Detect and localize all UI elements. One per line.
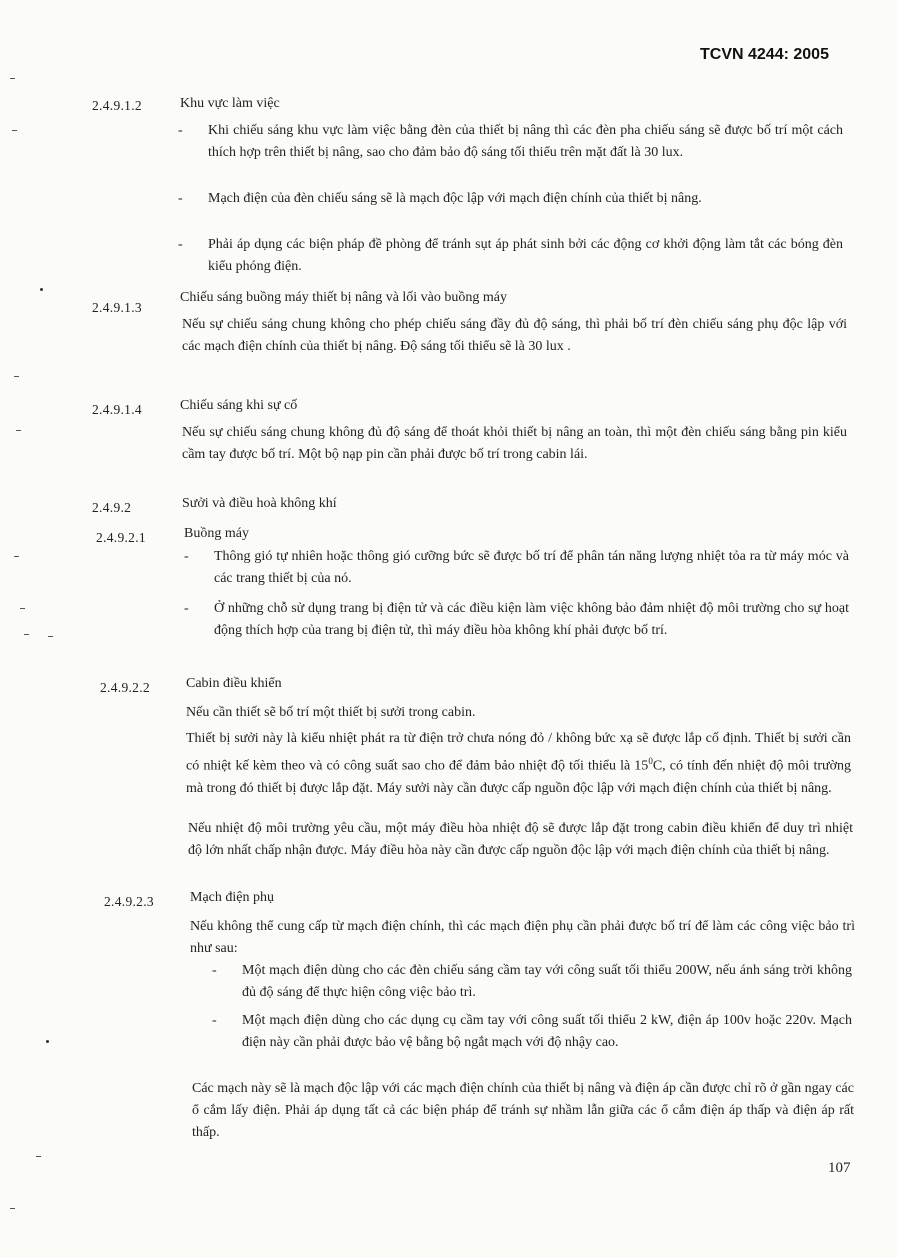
bullet-dash: -: [212, 963, 217, 978]
bullet-item: [178, 120, 843, 164]
scan-mark: [10, 78, 15, 79]
bullet-dash: -: [178, 123, 183, 138]
scan-mark: [24, 634, 29, 635]
scan-mark: [10, 1208, 15, 1209]
paragraph-text: Thiết bị sưởi này là kiểu nhiệt phát ra từ điện trở chưa nóng đỏ / không bức xạ sẽ được lắp cố định. Thiết bị sưởi cần có nhiệt kế kèm theo và có công suất sao cho để đảm bảo nhiệt độ tối thiểu là 15: [186, 731, 851, 774]
bullet-text: Khi chiếu sáng khu vực làm việc bằng đèn của thiết bị nâng thì các đèn pha chiếu sáng sẽ được bố trí một cách thích hợp trên thiết bị nâng, sao cho đảm bảo độ sáng tối thiểu trên mặt đất là 30 lux.: [208, 123, 843, 160]
paragraph: Nếu sự chiếu sáng chung không cho phép chiếu sáng đầy đủ độ sáng, thì phải bố trí đèn chiếu sáng phụ độc lập với các mạch điện chính của thiết bị nâng. Độ sáng tối thiểu sẽ là 30 lux .: [182, 317, 847, 354]
bullet-text: Phải áp dụng các biện pháp đề phòng để tránh sụt áp phát sinh bởi các động cơ khởi động làm tắt các bóng đèn kiểu phóng điện.: [208, 237, 843, 274]
bullet-text: Một mạch điện dùng cho các dụng cụ cầm tay với công suất tối thiểu 2 kW, điện áp 100v hoặc 220v. Mạch điện này cần phải được bảo vệ bằng bộ ngắt mạch với độ nhậy cao.: [242, 1013, 852, 1050]
section-number: 2.4.9.1.2: [92, 98, 142, 113]
scan-mark: [12, 130, 17, 131]
paragraph: [186, 728, 851, 800]
bullet-text: Một mạch điện dùng cho các đèn chiếu sáng cầm tay với công suất tối thiểu 200W, nếu ánh sáng trời không đủ độ sáng để thực hiện công việc bảo trì.: [242, 963, 852, 1000]
section-number: 2.4.9.2: [92, 500, 132, 515]
bullet-dash: -: [178, 191, 183, 206]
paragraph: Nếu cần thiết sẽ bố trí một thiết bị sưởi trong cabin.: [186, 705, 476, 720]
standard-code: TCVN 4244: 2005: [700, 46, 829, 63]
bullet-text: Ở những chỗ sử dụng trang bị điện tử và các điều kiện làm việc không bảo đảm nhiệt độ môi trường cho sự hoạt động thích hợp của trang bị điện tử, thì máy điều hòa không khí phải được bố trí.: [214, 601, 849, 638]
section-number: 2.4.9.2.2: [100, 680, 150, 695]
bullet-dash: -: [178, 237, 183, 252]
superscript-degree: 0: [648, 756, 653, 766]
bullet-text: Thông gió tự nhiên hoặc thông gió cưỡng bức sẽ được bố trí để phân tán năng lượng nhiệt tỏa ra từ máy móc và các trang thiết bị của nó.: [214, 549, 849, 586]
bullet-item: [184, 598, 849, 642]
bullet-item: [178, 188, 843, 210]
section-title: Cabin điều khiển: [186, 676, 282, 691]
section-title: Khu vực làm việc: [180, 96, 280, 111]
paragraph: Nếu không thể cung cấp từ mạch điện chính, thì các mạch điện phụ cần phải được bố trí để làm các công việc bảo trì như sau:: [190, 919, 855, 956]
paragraph: Nếu nhiệt độ môi trường yêu cầu, một máy điều hòa nhiệt độ sẽ được lắp đặt trong cabin điều khiển để duy trì nhiệt độ lớn nhất chấp nhận được. Máy điều hòa này cần được cấp nguồn độc lập với mạch điện chính của thiết bị nâng.: [188, 821, 853, 858]
scan-mark: [36, 1156, 41, 1157]
bullet-dash: -: [212, 1013, 217, 1028]
paragraph: Nếu sự chiếu sáng chung không đủ độ sáng để thoát khỏi thiết bị nâng an toàn, thì một đèn chiếu sáng bằng pin kiểu cầm tay được bố trí. Một bộ nạp pin cần phải được bố trí trong cabin lái.: [182, 425, 847, 462]
bullet-text: Mạch điện của đèn chiếu sáng sẽ là mạch độc lập với mạch điện chính của thiết bị nâng.: [208, 191, 702, 206]
section-number: 2.4.9.1.4: [92, 402, 142, 417]
section-title: Buồng máy: [184, 526, 249, 541]
scan-mark: [14, 556, 19, 557]
bullet-item: [184, 546, 849, 590]
scan-mark: [16, 430, 21, 431]
scan-mark: [14, 376, 19, 377]
section-title: Mạch điện phụ: [190, 890, 274, 905]
section-title: Chiếu sáng buồng máy thiết bị nâng và lối vào buồng máy: [180, 290, 508, 305]
page-number: 107: [828, 1160, 851, 1176]
scan-mark: [20, 608, 25, 609]
section-title: Chiếu sáng khi sự cố: [180, 398, 298, 413]
section-number: 2.4.9.1.3: [92, 300, 142, 315]
scan-speck: [46, 1040, 49, 1043]
bullet-item: [212, 960, 852, 1004]
paragraph: Các mạch này sẽ là mạch độc lập với các mạch điện chính của thiết bị nâng và điện áp cần được chỉ rõ ở gần ngay các ổ cắm lấy điện. Phải áp dụng tất cả các biện pháp để tránh sự nhầm lẫn giữa các ổ cắm điện áp thấp và điện áp rất thấp.: [192, 1081, 854, 1140]
bullet-dash: -: [184, 549, 189, 564]
scan-mark: [48, 636, 53, 637]
bullet-item: [178, 234, 843, 278]
section-number: 2.4.9.2.3: [104, 894, 154, 909]
bullet-item: [212, 1010, 852, 1054]
bullet-dash: -: [184, 601, 189, 616]
scan-speck: [40, 288, 43, 291]
paragraph-text: C, có tính đến nhiệt độ môi trường mà trong đó thiết bị được lắp đặt. Máy sưởi này cần được cấp nguồn độc lập với mạch điện chính của thiết bị nâng.: [186, 758, 851, 796]
section-title: Sưởi và điều hoà không khí: [182, 496, 337, 511]
section-number: 2.4.9.2.1: [96, 530, 146, 545]
